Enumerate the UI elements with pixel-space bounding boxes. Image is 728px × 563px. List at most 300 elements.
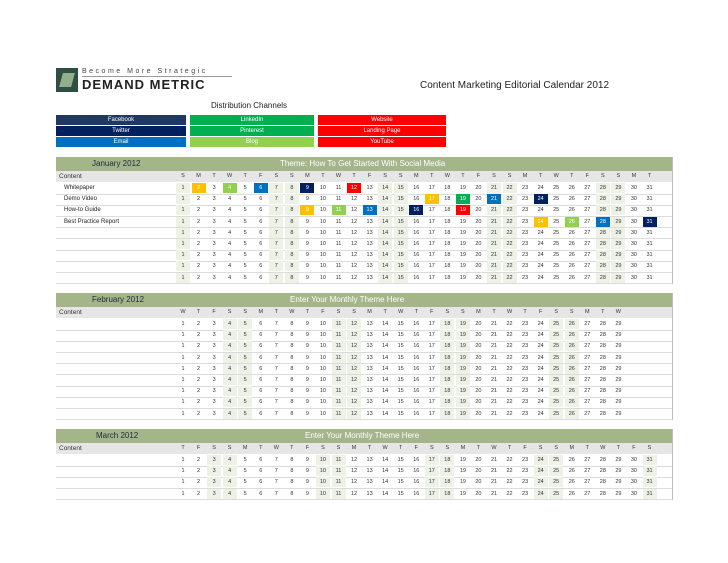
day-cell[interactable]: 24 bbox=[537, 252, 544, 259]
day-cell[interactable]: 11 bbox=[332, 489, 346, 499]
day-cell[interactable]: 22 bbox=[503, 250, 517, 260]
month-theme[interactable]: Theme: How To Get Started With Social Media bbox=[280, 159, 446, 168]
day-cell[interactable]: 17 bbox=[428, 218, 435, 225]
day-cell[interactable]: 29 bbox=[611, 261, 625, 271]
day-cell[interactable]: 2 bbox=[197, 252, 201, 259]
day-cell[interactable]: 9 bbox=[305, 399, 309, 406]
day-cell[interactable]: 13 bbox=[366, 490, 373, 497]
day-cell[interactable]: 24 bbox=[537, 207, 544, 214]
day-cell[interactable]: 26 bbox=[568, 490, 575, 497]
day-cell[interactable]: 8 bbox=[285, 273, 299, 283]
day-cell[interactable]: 22 bbox=[506, 332, 513, 339]
day-cell[interactable]: 12 bbox=[350, 490, 358, 497]
day-cell[interactable]: 21 bbox=[490, 354, 498, 361]
day-cell[interactable]: 15 bbox=[394, 205, 408, 215]
day-cell[interactable]: 22 bbox=[503, 239, 517, 249]
day-cell[interactable]: 24 bbox=[534, 477, 548, 487]
day-cell[interactable]: 20 bbox=[475, 354, 482, 361]
day-cell[interactable]: 14 bbox=[382, 365, 389, 372]
day-cell[interactable]: 10 bbox=[319, 196, 326, 203]
day-cell[interactable]: 5 bbox=[243, 207, 247, 214]
day-cell[interactable]: 28 bbox=[599, 399, 606, 406]
day-cell[interactable]: 14 bbox=[382, 479, 389, 486]
content-row-label[interactable]: How-to Guide bbox=[64, 207, 101, 214]
day-cell[interactable]: 15 bbox=[397, 377, 404, 383]
day-cell[interactable]: 1 bbox=[176, 273, 190, 283]
day-cell[interactable]: 10 bbox=[319, 321, 326, 327]
day-cell[interactable]: 3 bbox=[212, 218, 216, 225]
day-cell[interactable]: 3 bbox=[212, 410, 216, 417]
day-cell[interactable]: 7 bbox=[269, 228, 283, 238]
day-cell[interactable]: 8 bbox=[290, 457, 294, 463]
day-cell[interactable]: 23 bbox=[522, 410, 529, 417]
day-cell[interactable]: 14 bbox=[382, 343, 389, 350]
day-cell[interactable]: 6 bbox=[259, 321, 263, 327]
day-cell[interactable]: 11 bbox=[335, 263, 342, 270]
day-cell[interactable]: 27 bbox=[584, 229, 591, 236]
day-cell[interactable]: 27 bbox=[584, 377, 591, 383]
day-cell[interactable]: 16 bbox=[413, 196, 420, 203]
day-cell[interactable]: 29 bbox=[611, 239, 625, 249]
day-cell[interactable]: 27 bbox=[584, 196, 591, 203]
day-cell[interactable]: 27 bbox=[584, 218, 591, 225]
day-cell[interactable]: 15 bbox=[397, 410, 404, 417]
day-cell[interactable]: 23 bbox=[522, 252, 529, 259]
day-cell[interactable]: 24 bbox=[537, 241, 544, 247]
day-cell[interactable]: 3 bbox=[212, 377, 216, 383]
day-cell[interactable]: 17 bbox=[425, 477, 439, 487]
day-cell[interactable]: 10 bbox=[316, 477, 330, 487]
day-cell[interactable]: 18 bbox=[440, 364, 454, 374]
day-cell[interactable]: 26 bbox=[568, 207, 575, 214]
day-cell[interactable]: 6 bbox=[259, 332, 263, 339]
day-cell[interactable]: 21 bbox=[490, 365, 498, 372]
day-cell[interactable]: 4 bbox=[228, 218, 232, 225]
day-cell[interactable]: 12 bbox=[350, 241, 358, 247]
day-cell[interactable]: 16 bbox=[413, 490, 420, 497]
day-cell[interactable]: 4 bbox=[228, 196, 232, 203]
day-cell[interactable]: 5 bbox=[238, 364, 252, 374]
day-cell[interactable]: 26 bbox=[565, 409, 579, 419]
day-cell[interactable]: 12 bbox=[347, 319, 361, 329]
day-cell[interactable]: 22 bbox=[503, 261, 517, 271]
day-cell[interactable]: 13 bbox=[366, 354, 373, 361]
day-cell[interactable]: 15 bbox=[397, 343, 404, 350]
day-cell[interactable]: 13 bbox=[366, 274, 373, 281]
day-cell[interactable]: 26 bbox=[565, 341, 579, 351]
day-cell[interactable]: 1 bbox=[181, 377, 185, 383]
day-cell[interactable]: 23 bbox=[522, 321, 529, 327]
day-cell[interactable]: 8 bbox=[290, 410, 294, 417]
day-cell[interactable]: 25 bbox=[549, 466, 563, 476]
day-cell[interactable]: 28 bbox=[599, 479, 606, 486]
day-cell[interactable]: 26 bbox=[568, 468, 575, 475]
day-cell[interactable]: 28 bbox=[599, 410, 606, 417]
day-cell[interactable]: 21 bbox=[487, 194, 501, 204]
day-cell[interactable]: 15 bbox=[394, 217, 408, 227]
day-cell[interactable]: 9 bbox=[305, 343, 309, 350]
day-cell[interactable]: 24 bbox=[537, 185, 544, 191]
day-cell[interactable]: 6 bbox=[259, 241, 263, 247]
day-cell[interactable]: 22 bbox=[506, 457, 513, 463]
day-cell[interactable]: 17 bbox=[428, 332, 435, 339]
day-cell[interactable]: 19 bbox=[459, 252, 466, 259]
day-cell[interactable]: 13 bbox=[366, 229, 373, 236]
day-cell[interactable]: 12 bbox=[350, 468, 358, 475]
day-cell[interactable]: 7 bbox=[269, 217, 283, 227]
day-cell[interactable]: 20 bbox=[475, 218, 482, 225]
day-cell[interactable]: 22 bbox=[503, 273, 517, 283]
day-cell[interactable]: 29 bbox=[611, 183, 625, 193]
day-cell[interactable]: 13 bbox=[366, 410, 373, 417]
day-cell[interactable]: 16 bbox=[413, 468, 420, 475]
day-cell[interactable]: 11 bbox=[332, 319, 346, 329]
day-cell[interactable]: 3 bbox=[212, 399, 216, 406]
day-cell[interactable]: 12 bbox=[347, 183, 361, 193]
day-cell[interactable]: 15 bbox=[397, 365, 404, 372]
day-cell[interactable]: 27 bbox=[584, 263, 591, 270]
day-cell[interactable]: 11 bbox=[335, 196, 342, 203]
day-cell[interactable]: 8 bbox=[285, 183, 299, 193]
day-cell[interactable]: 20 bbox=[475, 490, 482, 497]
day-cell[interactable]: 8 bbox=[290, 490, 294, 497]
day-cell[interactable]: 1 bbox=[181, 354, 185, 361]
day-cell[interactable]: 7 bbox=[269, 205, 283, 215]
day-cell[interactable]: 13 bbox=[366, 263, 373, 270]
day-cell[interactable]: 12 bbox=[350, 207, 358, 214]
day-cell[interactable]: 19 bbox=[459, 468, 466, 475]
day-cell[interactable]: 12 bbox=[350, 252, 358, 259]
day-cell[interactable]: 29 bbox=[615, 410, 622, 417]
day-cell[interactable]: 23 bbox=[522, 218, 529, 225]
day-cell[interactable]: 1 bbox=[181, 399, 185, 406]
day-cell[interactable]: 29 bbox=[615, 490, 622, 497]
day-cell[interactable]: 16 bbox=[413, 185, 420, 191]
day-cell[interactable]: 9 bbox=[305, 321, 309, 327]
day-cell[interactable]: 6 bbox=[259, 263, 263, 270]
day-cell[interactable]: 17 bbox=[428, 399, 435, 406]
day-cell[interactable]: 20 bbox=[475, 479, 482, 486]
day-cell[interactable]: 11 bbox=[332, 341, 346, 351]
day-cell[interactable]: 10 bbox=[319, 399, 326, 406]
day-cell[interactable]: 1 bbox=[176, 228, 190, 238]
day-cell[interactable]: 4 bbox=[223, 375, 237, 385]
day-cell[interactable]: 3 bbox=[212, 196, 216, 203]
day-cell[interactable]: 19 bbox=[459, 457, 466, 463]
day-cell[interactable]: 1 bbox=[181, 365, 185, 372]
day-cell[interactable]: 15 bbox=[397, 457, 404, 463]
day-cell[interactable]: 29 bbox=[615, 468, 622, 475]
day-cell[interactable]: 6 bbox=[259, 388, 263, 395]
day-cell[interactable]: 13 bbox=[366, 185, 373, 191]
day-cell[interactable]: 16 bbox=[413, 354, 420, 361]
day-cell[interactable]: 2 bbox=[197, 479, 201, 486]
day-cell[interactable]: 11 bbox=[332, 364, 346, 374]
day-cell[interactable]: 25 bbox=[549, 409, 563, 419]
day-cell[interactable]: 5 bbox=[238, 375, 252, 385]
day-cell[interactable]: 24 bbox=[537, 365, 544, 372]
day-cell[interactable]: 25 bbox=[549, 489, 563, 499]
day-cell[interactable]: 30 bbox=[630, 468, 637, 475]
day-cell[interactable]: 17 bbox=[425, 466, 439, 476]
day-cell[interactable]: 16 bbox=[413, 457, 420, 463]
day-cell[interactable]: 22 bbox=[506, 343, 513, 350]
day-cell[interactable]: 31 bbox=[646, 196, 653, 203]
day-cell[interactable]: 15 bbox=[394, 194, 408, 204]
day-cell[interactable]: 22 bbox=[506, 321, 513, 327]
day-cell[interactable]: 4 bbox=[223, 397, 237, 407]
day-cell[interactable]: 21 bbox=[490, 399, 498, 406]
day-cell[interactable]: 6 bbox=[259, 354, 263, 361]
day-cell[interactable]: 20 bbox=[475, 399, 482, 406]
day-cell[interactable]: 20 bbox=[475, 410, 482, 417]
day-cell[interactable]: 29 bbox=[615, 479, 622, 486]
day-cell[interactable]: 9 bbox=[305, 354, 309, 361]
day-cell[interactable]: 16 bbox=[413, 343, 420, 350]
day-cell[interactable]: 18 bbox=[444, 185, 451, 191]
day-cell[interactable]: 9 bbox=[300, 205, 314, 215]
day-cell[interactable]: 20 bbox=[475, 229, 482, 236]
day-cell[interactable]: 10 bbox=[319, 185, 326, 191]
day-cell[interactable]: 16 bbox=[413, 263, 420, 270]
day-cell[interactable]: 1 bbox=[181, 388, 185, 395]
month-theme[interactable]: Enter Your Monthly Theme Here bbox=[290, 295, 405, 304]
day-cell[interactable]: 2 bbox=[197, 365, 201, 372]
day-cell[interactable]: 1 bbox=[176, 194, 190, 204]
day-cell[interactable]: 9 bbox=[300, 183, 314, 193]
day-cell[interactable]: 16 bbox=[413, 332, 420, 339]
day-cell[interactable]: 17 bbox=[428, 410, 435, 417]
day-cell[interactable]: 28 bbox=[596, 205, 610, 215]
day-cell[interactable]: 16 bbox=[413, 229, 420, 236]
day-cell[interactable]: 9 bbox=[305, 457, 309, 463]
day-cell[interactable]: 3 bbox=[212, 365, 216, 372]
day-cell[interactable]: 13 bbox=[366, 321, 373, 327]
day-cell[interactable]: 4 bbox=[223, 466, 237, 476]
day-cell[interactable]: 7 bbox=[274, 388, 278, 395]
day-cell[interactable]: 5 bbox=[238, 319, 252, 329]
day-cell[interactable]: 27 bbox=[584, 321, 591, 327]
day-cell[interactable]: 14 bbox=[382, 468, 389, 475]
day-cell[interactable]: 12 bbox=[347, 397, 361, 407]
day-cell[interactable]: 23 bbox=[522, 354, 529, 361]
day-cell[interactable]: 20 bbox=[475, 343, 482, 350]
day-cell[interactable]: 30 bbox=[630, 274, 637, 281]
day-cell[interactable]: 20 bbox=[475, 388, 482, 395]
day-cell[interactable]: 5 bbox=[238, 330, 252, 340]
day-cell[interactable]: 21 bbox=[487, 250, 501, 260]
day-cell[interactable]: 13 bbox=[366, 388, 373, 395]
day-cell[interactable]: 27 bbox=[584, 479, 591, 486]
day-cell[interactable]: 6 bbox=[259, 457, 263, 463]
day-cell[interactable]: 3 bbox=[212, 321, 216, 327]
day-cell[interactable]: 7 bbox=[269, 250, 283, 260]
day-cell[interactable]: 4 bbox=[228, 207, 232, 214]
day-cell[interactable]: 9 bbox=[305, 196, 309, 203]
day-cell[interactable]: 4 bbox=[223, 183, 237, 193]
day-cell[interactable]: 9 bbox=[305, 274, 309, 281]
day-cell[interactable]: 10 bbox=[319, 274, 326, 281]
day-cell[interactable]: 7 bbox=[274, 377, 278, 383]
day-cell[interactable]: 21 bbox=[490, 343, 498, 350]
day-cell[interactable]: 12 bbox=[350, 218, 358, 225]
day-cell[interactable]: 2 bbox=[197, 388, 201, 395]
day-cell[interactable]: 15 bbox=[397, 388, 404, 395]
day-cell[interactable]: 26 bbox=[565, 319, 579, 329]
day-cell[interactable]: 9 bbox=[305, 252, 309, 259]
day-cell[interactable]: 23 bbox=[522, 377, 529, 383]
day-cell[interactable]: 23 bbox=[522, 490, 529, 497]
day-cell[interactable]: 18 bbox=[444, 252, 451, 259]
day-cell[interactable]: 16 bbox=[413, 274, 420, 281]
day-cell[interactable]: 26 bbox=[565, 397, 579, 407]
day-cell[interactable]: 12 bbox=[350, 196, 358, 203]
day-cell[interactable]: 16 bbox=[413, 377, 420, 383]
day-cell[interactable]: 15 bbox=[397, 354, 404, 361]
day-cell[interactable]: 16 bbox=[413, 252, 420, 259]
day-cell[interactable]: 30 bbox=[630, 241, 637, 247]
day-cell[interactable]: 16 bbox=[409, 205, 423, 215]
day-cell[interactable]: 3 bbox=[212, 388, 216, 395]
day-cell[interactable]: 17 bbox=[428, 365, 435, 372]
day-cell[interactable]: 12 bbox=[347, 409, 361, 419]
day-cell[interactable]: 14 bbox=[378, 228, 392, 238]
day-cell[interactable]: 29 bbox=[615, 321, 622, 327]
day-cell[interactable]: 27 bbox=[584, 457, 591, 463]
day-cell[interactable]: 2 bbox=[197, 343, 201, 350]
day-cell[interactable]: 1 bbox=[181, 321, 185, 327]
day-cell[interactable]: 16 bbox=[413, 479, 420, 486]
day-cell[interactable]: 20 bbox=[475, 332, 482, 339]
day-cell[interactable]: 16 bbox=[413, 241, 420, 247]
day-cell[interactable]: 7 bbox=[274, 343, 278, 350]
day-cell[interactable]: 28 bbox=[599, 457, 606, 463]
day-cell[interactable]: 29 bbox=[615, 365, 622, 372]
day-cell[interactable]: 14 bbox=[378, 205, 392, 215]
day-cell[interactable]: 23 bbox=[522, 457, 529, 463]
day-cell[interactable]: 25 bbox=[553, 196, 560, 203]
day-cell[interactable]: 22 bbox=[506, 377, 513, 383]
day-cell[interactable]: 17 bbox=[428, 263, 435, 270]
day-cell[interactable]: 14 bbox=[382, 332, 389, 339]
day-cell[interactable]: 26 bbox=[568, 457, 575, 463]
day-cell[interactable]: 5 bbox=[238, 341, 252, 351]
day-cell[interactable]: 26 bbox=[565, 330, 579, 340]
day-cell[interactable]: 29 bbox=[611, 217, 625, 227]
day-cell[interactable]: 29 bbox=[611, 273, 625, 283]
day-cell[interactable]: 27 bbox=[584, 490, 591, 497]
content-row-label[interactable]: Best Practice Report bbox=[64, 218, 120, 225]
day-cell[interactable]: 23 bbox=[522, 241, 529, 247]
day-cell[interactable]: 5 bbox=[243, 490, 247, 497]
day-cell[interactable]: 1 bbox=[181, 343, 185, 350]
day-cell[interactable]: 19 bbox=[456, 194, 470, 204]
day-cell[interactable]: 4 bbox=[223, 330, 237, 340]
day-cell[interactable]: 14 bbox=[382, 490, 389, 497]
day-cell[interactable]: 25 bbox=[553, 252, 560, 259]
day-cell[interactable]: 5 bbox=[238, 386, 252, 396]
day-cell[interactable]: 11 bbox=[332, 375, 346, 385]
day-cell[interactable]: 23 bbox=[522, 479, 529, 486]
day-cell[interactable]: 6 bbox=[259, 196, 263, 203]
day-cell[interactable]: 3 bbox=[212, 207, 216, 214]
day-cell[interactable]: 14 bbox=[382, 377, 389, 383]
day-cell[interactable]: 28 bbox=[596, 183, 610, 193]
day-cell[interactable]: 27 bbox=[584, 207, 591, 214]
day-cell[interactable]: 2 bbox=[197, 354, 201, 361]
day-cell[interactable]: 23 bbox=[522, 343, 529, 350]
day-cell[interactable]: 23 bbox=[522, 332, 529, 339]
day-cell[interactable]: 18 bbox=[444, 263, 451, 270]
day-cell[interactable]: 10 bbox=[319, 365, 326, 372]
day-cell[interactable]: 11 bbox=[335, 274, 342, 281]
day-cell[interactable]: 21 bbox=[490, 332, 498, 339]
day-cell[interactable]: 11 bbox=[332, 455, 346, 465]
day-cell[interactable]: 9 bbox=[305, 490, 309, 497]
day-cell[interactable]: 14 bbox=[382, 321, 389, 327]
day-cell[interactable]: 20 bbox=[475, 457, 482, 463]
day-cell[interactable]: 18 bbox=[440, 455, 454, 465]
day-cell[interactable]: 12 bbox=[347, 375, 361, 385]
day-cell[interactable]: 4 bbox=[228, 241, 232, 247]
day-cell[interactable]: 23 bbox=[522, 365, 529, 372]
day-cell[interactable]: 31 bbox=[643, 477, 657, 487]
day-cell[interactable]: 12 bbox=[347, 353, 361, 363]
day-cell[interactable]: 6 bbox=[259, 365, 263, 372]
day-cell[interactable]: 24 bbox=[537, 377, 544, 383]
day-cell[interactable]: 22 bbox=[503, 228, 517, 238]
day-cell[interactable]: 17 bbox=[428, 241, 435, 247]
day-cell[interactable]: 24 bbox=[534, 489, 548, 499]
day-cell[interactable]: 13 bbox=[363, 205, 377, 215]
day-cell[interactable]: 12 bbox=[350, 479, 358, 486]
day-cell[interactable]: 23 bbox=[522, 263, 529, 270]
day-cell[interactable]: 18 bbox=[440, 353, 454, 363]
day-cell[interactable]: 10 bbox=[316, 466, 330, 476]
day-cell[interactable]: 29 bbox=[611, 205, 625, 215]
day-cell[interactable]: 31 bbox=[646, 229, 653, 236]
day-cell[interactable]: 10 bbox=[316, 455, 330, 465]
day-cell[interactable]: 22 bbox=[506, 388, 513, 395]
day-cell[interactable]: 6 bbox=[259, 399, 263, 406]
day-cell[interactable]: 27 bbox=[584, 399, 591, 406]
day-cell[interactable]: 3 bbox=[212, 263, 216, 270]
day-cell[interactable]: 11 bbox=[335, 252, 342, 259]
day-cell[interactable]: 3 bbox=[207, 489, 221, 499]
day-cell[interactable]: 6 bbox=[259, 218, 263, 225]
day-cell[interactable]: 12 bbox=[350, 263, 358, 270]
day-cell[interactable]: 27 bbox=[584, 252, 591, 259]
day-cell[interactable]: 29 bbox=[615, 354, 622, 361]
day-cell[interactable]: 5 bbox=[243, 468, 247, 475]
day-cell[interactable]: 8 bbox=[285, 250, 299, 260]
day-cell[interactable]: 6 bbox=[254, 183, 268, 193]
day-cell[interactable]: 10 bbox=[319, 207, 326, 214]
day-cell[interactable]: 8 bbox=[285, 228, 299, 238]
day-cell[interactable]: 23 bbox=[522, 388, 529, 395]
day-cell[interactable]: 21 bbox=[490, 377, 498, 383]
day-cell[interactable]: 30 bbox=[630, 457, 637, 463]
day-cell[interactable]: 17 bbox=[428, 388, 435, 395]
day-cell[interactable]: 17 bbox=[425, 455, 439, 465]
day-cell[interactable]: 27 bbox=[584, 241, 591, 247]
day-cell[interactable]: 25 bbox=[549, 330, 563, 340]
day-cell[interactable]: 11 bbox=[335, 229, 342, 236]
day-cell[interactable]: 25 bbox=[549, 455, 563, 465]
day-cell[interactable]: 11 bbox=[332, 330, 346, 340]
day-cell[interactable]: 8 bbox=[290, 332, 294, 339]
day-cell[interactable]: 9 bbox=[305, 377, 309, 383]
